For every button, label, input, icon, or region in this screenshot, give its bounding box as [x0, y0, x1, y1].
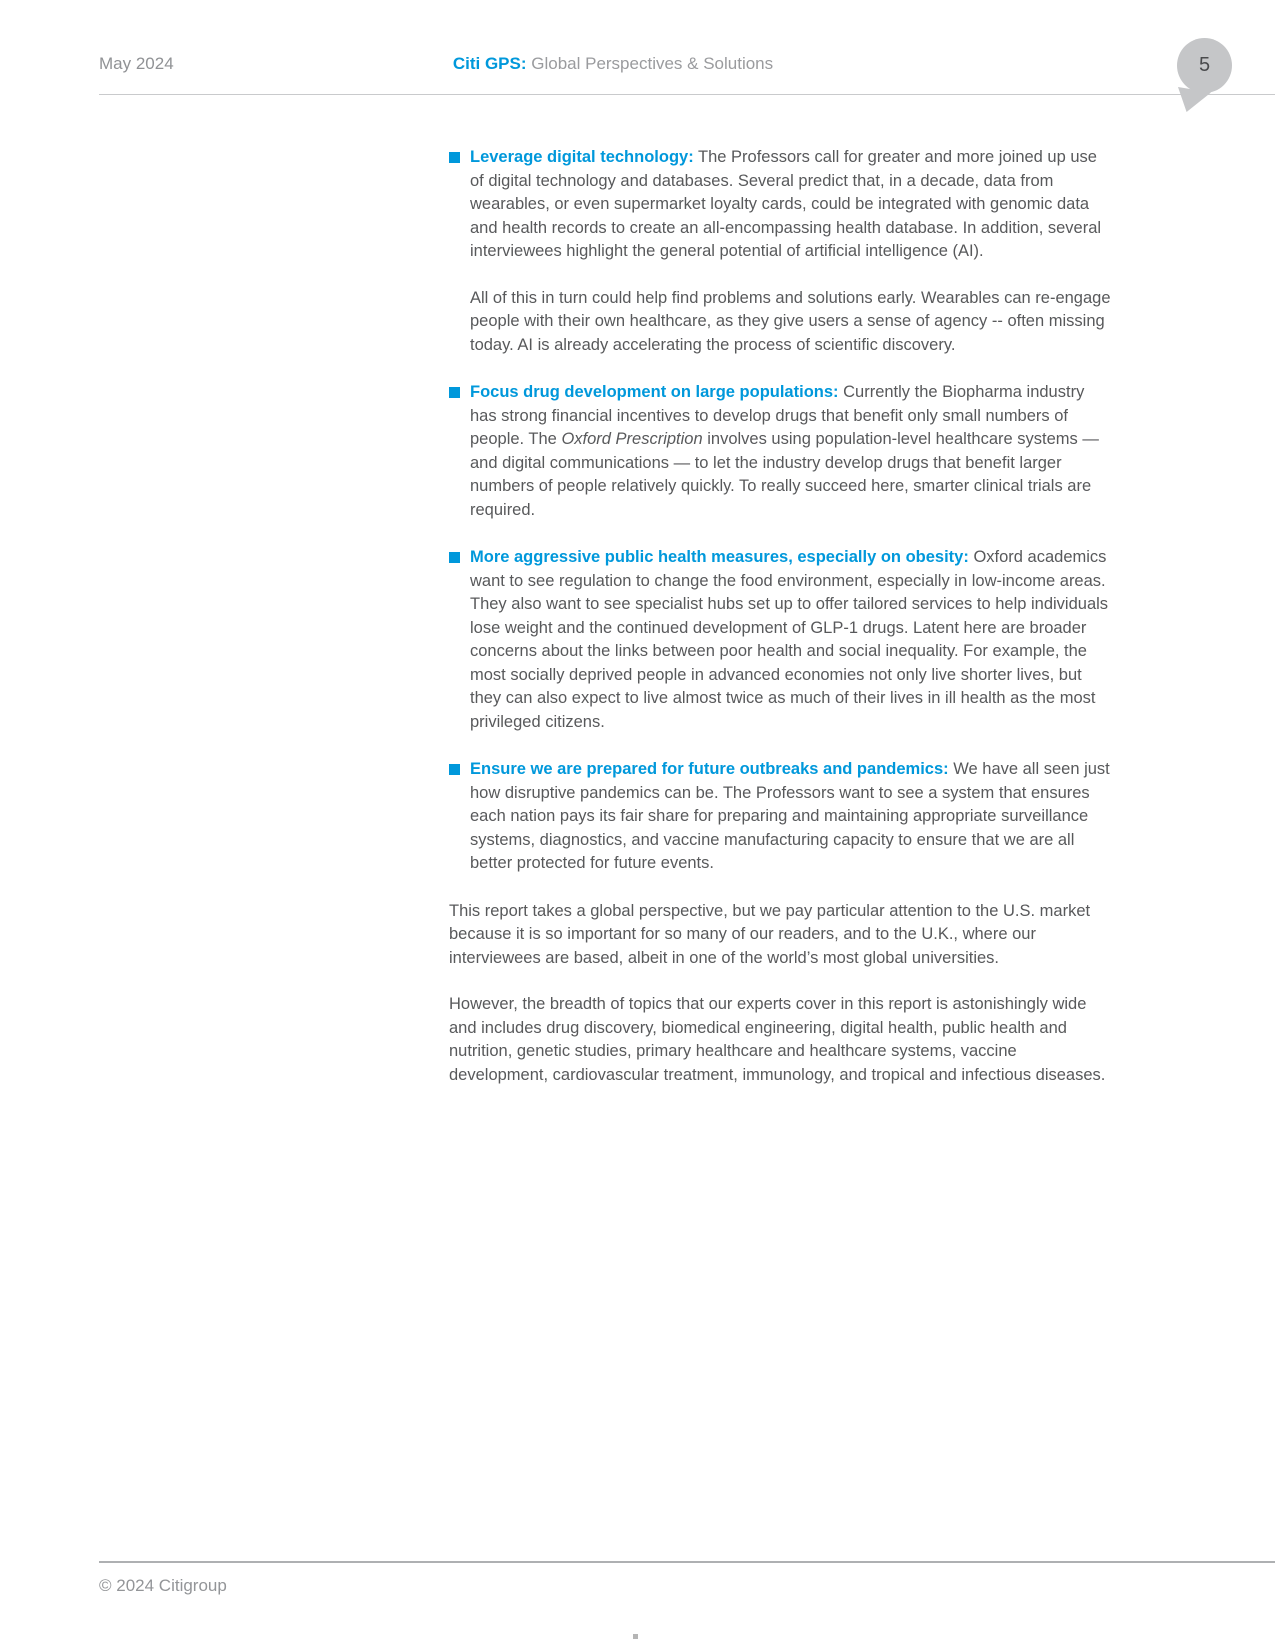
bullet-item-pandemic-preparedness — [449, 758, 1114, 876]
paragraph-global-perspective: This report takes a global perspective, but we pay particular attention to the U.S. market because it is so important for so many of our readers, and to the U.K., where our interviewees are based, albeit in one of the world’s most global universities. — [449, 901, 1091, 967]
bullet-body-after-italic: involves using population-level healthcare systems — and digital communications — to let the industry develop drugs that benefit larger numbers of people relatively quickly. To really succeed here, smarter clinical trials are required. — [470, 430, 1099, 519]
header-divider — [99, 94, 1275, 95]
bullet-square-icon — [449, 152, 460, 163]
bullet-item-drug-development — [449, 381, 1114, 522]
page-bottom-marker-dot — [633, 1634, 638, 1639]
bullet-body: Oxford academics want to see regulation to change the food environment, especially in low-income areas. They also want to see specialist hubs set up to offer tailored services to help individuals lose weight and the continued development of GLP-1 drugs. Latent here are broader concerns about the links between poor health and social inequality. For example, the most socially deprived people in advanced economies not only live shorter lives, but they can also expect to live almost twice as much of their lives in ill health as the most privileged citizens. — [470, 548, 1109, 731]
bullet-heading: Focus drug development on large populations: — [470, 383, 839, 401]
page-number: 5 — [1198, 54, 1211, 76]
page-body — [449, 146, 1114, 1110]
bullet-heading: More aggressive public health measures, especially on obesity: — [470, 548, 969, 566]
oxford-prescription-italic: Oxford Prescription — [561, 430, 703, 448]
header-date: May 2024 — [99, 54, 174, 73]
bullet-heading: Ensure we are prepared for future outbreaks and pandemics: — [470, 760, 949, 778]
bullet-square-icon — [449, 764, 460, 775]
bullet-continuation-paragraph: All of this in turn could help find problems and solutions early. Wearables can re-engage people with their own healthcare, as they give users a sense of agency -- often missing today. AI is already accelerating the process of scientific discovery. — [470, 288, 1111, 354]
bullet-body-before-italic: Currently the Biopharma industry has strong financial incentives to develop drugs that benefit only small numbers of people. The — [470, 383, 1085, 448]
bullet-body: The Professors call for greater and more joined up use of digital technology and databases. Several predict that, in a decade, data from wearables, or even supermarket loyalty cards, could be integrated with genomic data and health records to create an all-encompassing health database. In addition, several interviewees highlight the general potential of artificial intelligence (AI). — [470, 148, 1102, 260]
bullet-heading: Leverage digital technology: — [470, 148, 694, 166]
header-subtitle: Global Perspectives & Solutions — [526, 54, 774, 73]
header-title — [99, 54, 1127, 74]
footer-copyright: © 2024 Citigroup — [99, 1576, 227, 1595]
bullet-body: We have all seen just how disruptive pandemics can be. The Professors want to see a system that ensures each nation pays its fair share for preparing and maintaining appropriate surveillance systems, diagnostics, and vaccine manufacturing capacity to ensure that we are all better protected for future events. — [470, 760, 1110, 872]
page-number-badge — [1177, 38, 1232, 93]
footer-divider — [99, 1561, 1275, 1563]
bullet-item-public-health — [449, 546, 1114, 734]
paragraph-breadth-of-topics: However, the breadth of topics that our experts cover in this report is astonishingly wide and includes drug discovery, biomedical engineering, digital health, public health and nutrition, genetic studies, primary healthcare and healthcare systems, vaccine development, cardiovascular treatment, immunology, and tropical and infectious diseases. — [449, 995, 1106, 1084]
bullet-square-icon — [449, 552, 460, 563]
citi-gps-brand: Citi GPS: — [452, 54, 527, 73]
bullet-square-icon — [449, 387, 460, 398]
bullet-item-digital-technology — [449, 146, 1114, 357]
